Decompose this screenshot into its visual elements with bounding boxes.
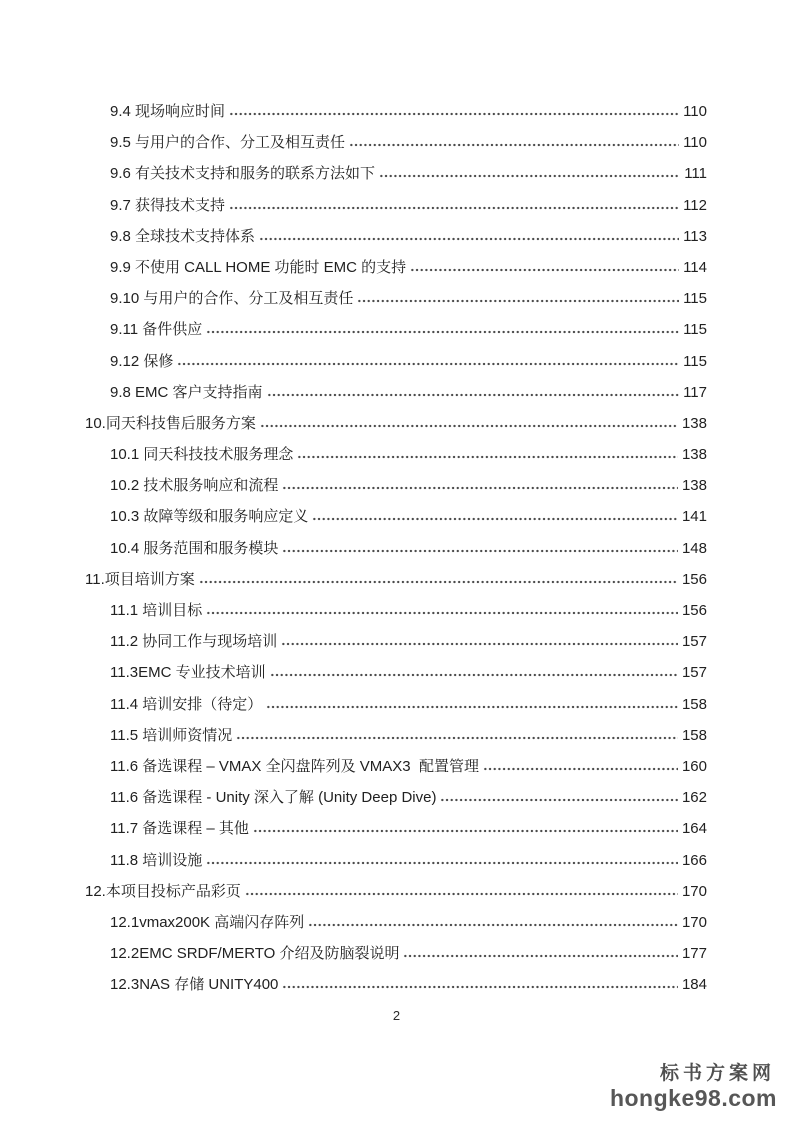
watermark-site-url: hongke98.com	[609, 1084, 777, 1111]
toc-entry-page: 117	[683, 383, 707, 401]
toc-entry-label: 9.11 备件供应	[110, 321, 203, 339]
toc-entry-label: 10.3 故障等级和服务响应定义	[110, 508, 309, 526]
toc-entry-label: 9.8 EMC 客户支持指南	[110, 383, 263, 401]
dot-leader	[282, 486, 678, 490]
toc-entry[interactable]	[85, 470, 707, 501]
toc-entry-page: 115	[683, 352, 707, 370]
toc-entry-page: 158	[681, 695, 707, 713]
toc-entry-label: 11.5 培训师资情况	[110, 726, 233, 744]
toc-entry[interactable]	[85, 720, 707, 751]
toc-entry[interactable]	[85, 876, 707, 907]
dot-leader	[270, 673, 678, 677]
toc-entry-label: 10.2 技术服务响应和流程	[110, 477, 279, 495]
dot-leader	[259, 237, 679, 241]
toc-entry-label: 10.同天科技售后服务方案	[85, 414, 256, 432]
dot-leader	[206, 861, 678, 865]
toc-entry-label: 12.1vmax200K 高端闪存阵列	[110, 913, 305, 931]
dot-leader	[206, 611, 678, 615]
toc-entry[interactable]	[85, 782, 707, 813]
toc-entry[interactable]	[85, 408, 707, 439]
toc-entry-page: 138	[681, 446, 707, 464]
dot-leader	[308, 923, 678, 927]
toc-entry-page: 114	[683, 258, 707, 276]
toc-entry[interactable]	[85, 314, 707, 345]
toc-entry[interactable]	[85, 907, 707, 938]
toc-entry-page: 160	[681, 757, 707, 775]
toc-entry-label: 9.12 保修	[110, 352, 174, 370]
dot-leader	[312, 517, 678, 521]
dot-leader	[379, 174, 680, 178]
toc-entry-page: 177	[681, 945, 707, 963]
toc-entry[interactable]	[85, 689, 707, 720]
toc-entry-label: 11.项目培训方案	[85, 570, 195, 588]
dot-leader	[266, 705, 678, 709]
toc-entry-page: 141	[681, 508, 707, 526]
toc-entry-label: 9.4 现场响应时间	[110, 103, 226, 120]
toc-entry[interactable]	[85, 439, 707, 470]
dot-leader	[245, 892, 678, 896]
toc-entry-page: 170	[681, 882, 707, 900]
dot-leader	[199, 580, 678, 584]
page-number: 2	[392, 1008, 401, 1023]
dot-leader	[403, 954, 677, 958]
toc-entry-page: 162	[681, 789, 707, 807]
toc-entry[interactable]	[85, 377, 707, 408]
toc-entry-label: 12.本项目投标产品彩页	[85, 882, 241, 900]
toc-entry[interactable]	[85, 626, 707, 657]
watermark-site-name: 标书方案网	[659, 1062, 775, 1084]
dot-leader	[297, 455, 678, 459]
dot-leader	[267, 393, 680, 397]
dot-leader	[357, 299, 679, 303]
toc-entry[interactable]	[85, 751, 707, 782]
dot-leader	[229, 206, 679, 210]
watermark	[610, 1064, 777, 1110]
toc-entry-page: 148	[681, 539, 707, 557]
toc-entry[interactable]	[85, 657, 707, 688]
toc-entry-label: 11.7 备选课程 – 其他	[110, 820, 249, 838]
toc-entry-label: 12.3NAS 存储 UNITY400	[110, 976, 279, 994]
toc-entry[interactable]	[85, 938, 707, 969]
dot-leader	[260, 424, 678, 428]
toc-entry[interactable]	[85, 283, 707, 314]
toc-entry-page: 164	[681, 820, 707, 838]
toc-entry-label: 9.5 与用户的合作、分工及相互责任	[110, 134, 346, 152]
toc-entry-label: 9.9 不使用 CALL HOME 功能时 EMC 的支持	[110, 258, 407, 276]
dot-leader	[483, 767, 678, 771]
toc-entry[interactable]	[85, 845, 707, 876]
toc-entry-page: 156	[681, 602, 707, 619]
toc-entry-label: 9.8 全球技术支持体系	[110, 227, 256, 245]
dot-leader	[282, 549, 678, 553]
toc-entry-label: 11.6 备选课程 – VMAX 全闪盘阵列及 VMAX3 配置管理	[110, 757, 479, 775]
toc-entry-page: 157	[681, 664, 707, 682]
toc-entry-label: 11.4 培训安排（待定）	[110, 695, 263, 713]
toc-entry-page: 115	[683, 290, 707, 308]
toc-entry-page: 157	[681, 633, 707, 651]
toc-entry-page: 113	[683, 227, 707, 245]
toc-entry-page: 112	[683, 196, 707, 214]
toc-entry-page: 110	[683, 134, 707, 152]
toc-entry-page: 115	[683, 321, 707, 339]
dot-leader	[440, 798, 678, 802]
toc-entry[interactable]	[85, 533, 707, 564]
toc-entry-page: 156	[681, 570, 707, 588]
toc-entry[interactable]	[85, 221, 707, 252]
dot-leader	[349, 143, 679, 147]
toc-entry-page: 138	[681, 477, 707, 495]
dot-leader	[282, 985, 678, 989]
toc-entry[interactable]	[85, 127, 707, 158]
toc-entry-label: 11.2 协同工作与现场培训	[110, 633, 278, 651]
toc-entry-page: 184	[681, 976, 707, 994]
toc-entry[interactable]	[85, 158, 707, 189]
toc-entry-label: 11.8 培训设施	[110, 851, 203, 869]
dot-leader	[410, 268, 679, 272]
toc-entry[interactable]	[85, 190, 707, 221]
toc-entry-page: 166	[681, 851, 707, 869]
toc-entry-label: 12.2EMC SRDF/MERTO 介绍及防脑裂说明	[110, 945, 400, 963]
toc-entry[interactable]	[85, 346, 707, 377]
dot-leader	[177, 362, 679, 366]
dot-leader	[281, 642, 678, 646]
dot-leader	[206, 330, 679, 334]
toc-entry-page: 158	[681, 726, 707, 744]
dot-leader	[253, 829, 678, 833]
toc-entry-page: 111	[684, 165, 707, 183]
toc-entry-label: 10.1 同天科技技术服务理念	[110, 446, 294, 464]
toc-entry-label: 11.1 培训目标	[110, 602, 203, 619]
toc-entry[interactable]	[85, 501, 707, 532]
toc-entry[interactable]	[85, 252, 707, 283]
toc-entry-label: 9.6 有关技术支持和服务的联系方法如下	[110, 165, 376, 183]
toc-entry[interactable]	[85, 969, 707, 1000]
toc-entry-label: 10.4 服务范围和服务模块	[110, 539, 279, 557]
toc-list	[85, 96, 707, 1000]
toc-entry-page: 170	[681, 913, 707, 931]
toc-entry-page: 138	[681, 414, 707, 432]
dot-leader	[236, 736, 678, 740]
dot-leader	[229, 112, 679, 116]
toc-entry-label: 9.7 获得技术支持	[110, 196, 226, 214]
toc-entry-label: 11.3EMC 专业技术培训	[110, 664, 266, 682]
toc-entry[interactable]	[85, 813, 707, 844]
toc-entry-label: 9.10 与用户的合作、分工及相互责任	[110, 290, 354, 308]
toc-entry[interactable]	[85, 595, 707, 626]
toc-entry[interactable]	[85, 96, 707, 127]
toc-entry[interactable]	[85, 564, 707, 595]
toc-entry-page: 110	[683, 103, 707, 120]
toc-entry-label: 11.6 备选课程 - Unity 深入了解 (Unity Deep Dive)	[110, 789, 437, 807]
